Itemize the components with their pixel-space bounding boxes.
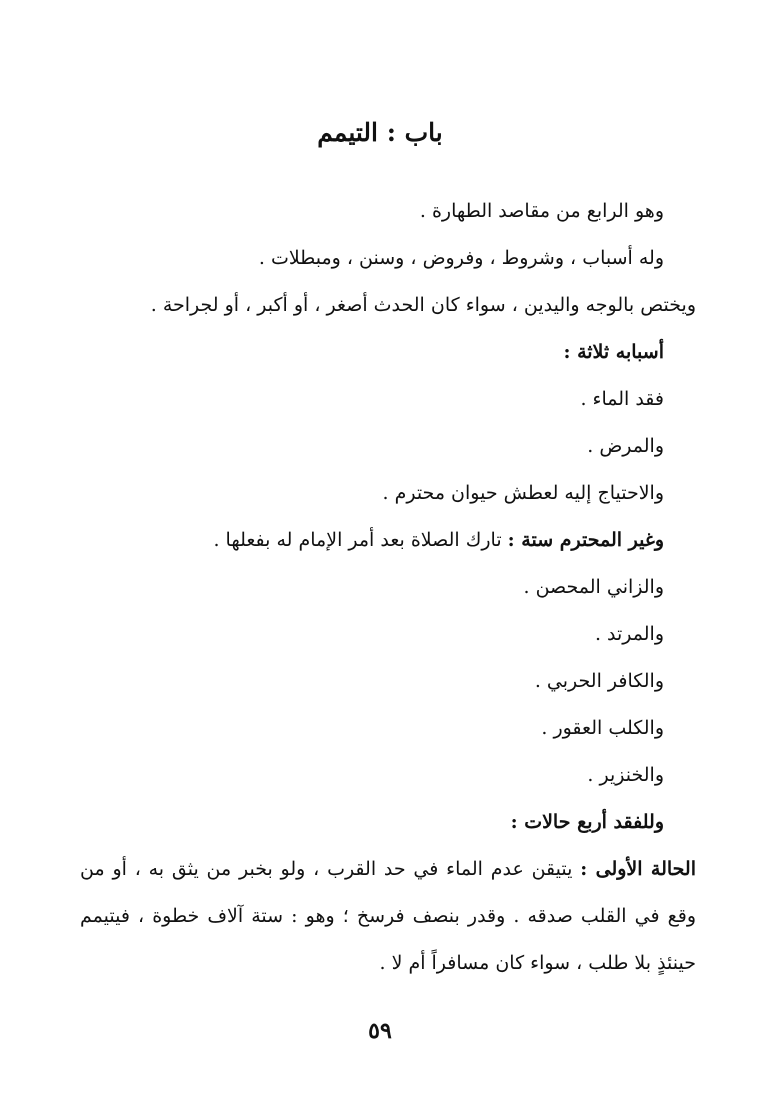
paragraph <box>80 846 696 987</box>
paragraph <box>80 517 664 564</box>
paragraph: ويختص بالوجه واليدين ، سواء كان الحدث أصغر ، أو أكبر ، أو لجراحة . <box>150 294 696 316</box>
list-item: والمرض . <box>587 435 664 457</box>
page-number: ٥٩ <box>368 1018 392 1044</box>
list-item: فقد الماء . <box>580 388 664 410</box>
paragraph-text: يتيقن عدم الماء في حد القرب ، ولو بخبر من يثق به ، أو من وقع في القلب صدقه . وقدر بنصف فرسخ ؛ وهو : ستة آلاف خطوة ، فيتيمم حينئذٍ بلا طلب ، سواء كان مسافراً أم لا . <box>80 858 696 974</box>
inline-label: وغير المحترم ستة : <box>507 529 664 551</box>
heading-text: أسبابه ثلاثة : <box>563 341 664 363</box>
document-body <box>80 188 697 987</box>
list-item: والخنزير . <box>587 764 664 786</box>
list-item: والكلب العقور . <box>541 717 664 739</box>
list-item: والاحتياج إليه لعطش حيوان محترم . <box>382 482 664 504</box>
inline-label: الحالة الأولى : <box>580 858 697 880</box>
list-item: والكافر الحربي . <box>534 670 664 692</box>
list-item: والزاني المحصن . <box>523 576 664 598</box>
paragraph-text: تارك الصلاة بعد أمر الإمام له بفعلها . <box>213 529 502 551</box>
paragraph: وهو الرابع من مقاصد الطهارة . <box>419 200 664 222</box>
chapter-title: باب : التيمم <box>317 118 443 147</box>
list-item: والمرتد . <box>594 623 664 645</box>
heading-text: وللفقد أربع حالات : <box>510 811 664 833</box>
section-heading <box>80 799 664 846</box>
paragraph: وله أسباب ، وشروط ، وفروض ، وسنن ، ومبطلات . <box>258 247 664 269</box>
section-heading <box>80 329 664 376</box>
